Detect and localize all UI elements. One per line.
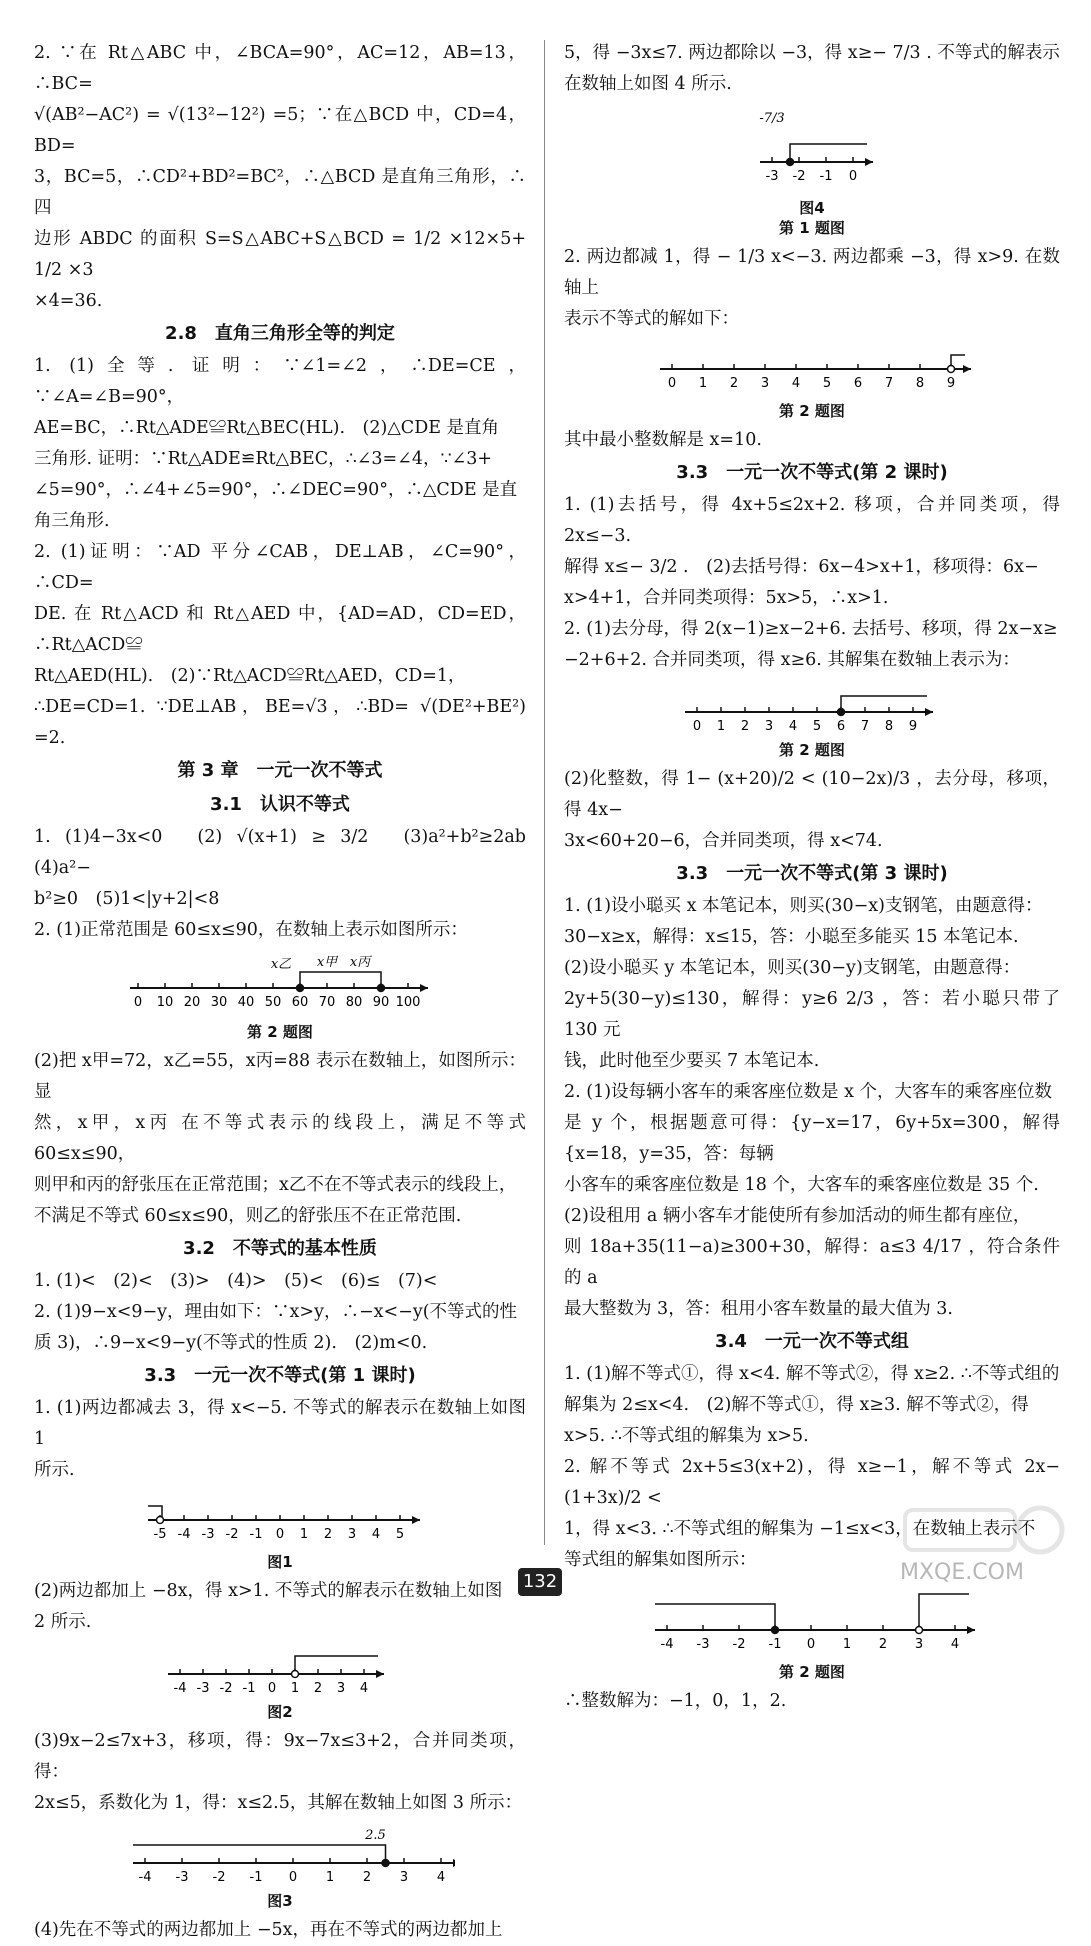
tick-label: 7 <box>884 376 894 391</box>
closed-dot <box>378 985 385 992</box>
tick-label: 2 <box>740 719 750 734</box>
closed-dot <box>838 709 845 716</box>
text-line: 1. (1)< (2)< (3)> (4)> (5)< (6)≤ (7)< <box>34 1271 438 1291</box>
number-line <box>667 678 957 740</box>
tick-label: 5 <box>395 1527 405 1542</box>
number-line-figure <box>34 948 526 1042</box>
text-line: 2. (1)证明：∵AD 平分∠CAB，DE⊥AB，∠C=90°，∴CD= <box>34 542 526 593</box>
text-line: 在数轴上如图 4 所示. <box>564 74 732 94</box>
tick-label: 2 <box>878 1637 888 1652</box>
text-line: 1. (1)解不等式①，得 x<4. 解不等式②，得 x≥2. ∴不等式组的 <box>564 1364 1060 1384</box>
tick-label: -2 <box>792 169 806 184</box>
number-line-figure <box>564 337 1060 421</box>
figure-caption: 第 2 题图 <box>779 1663 845 1681</box>
text-line: 1. (1)4−3x<0 (2) √(x+1) ≥ 3/2 (3)a²+b²≥2ab (4)a²− <box>34 827 544 878</box>
text-line: 小客车的乘客座位数是 18 个，大客车的乘客座位数是 35 个. <box>564 1175 1039 1195</box>
tick-label: -2 <box>219 1681 233 1696</box>
figure-caption: 第 2 题图 <box>247 1023 313 1041</box>
section-heading: 3.3 一元一次不等式(第 2 课时) <box>676 462 948 483</box>
point-label: 2.5 <box>365 1828 386 1843</box>
tick-label: -4 <box>138 1870 152 1885</box>
tick-label: 5 <box>812 719 822 734</box>
solution-ray <box>919 1594 969 1630</box>
tick-label: 4 <box>788 719 798 734</box>
tick-label: -1 <box>249 1870 263 1885</box>
tick-label: 3 <box>399 1870 409 1885</box>
tick-label: -5 <box>153 1527 167 1542</box>
solution-ray <box>841 696 927 712</box>
tick-label: 3 <box>914 1637 924 1652</box>
text-line: ×4=36. <box>34 291 103 311</box>
tick-label: 5 <box>822 376 832 391</box>
section-heading: 2.8 直角三角形全等的判定 <box>165 323 395 344</box>
text-line: (2)设租用 a 辆小客车才能使所有参加活动的师生都有座位， <box>564 1206 1031 1226</box>
tick-label: 9 <box>946 376 956 391</box>
tick-label: -1 <box>249 1527 263 1542</box>
figure-caption: 图2 <box>267 1703 293 1721</box>
tick-label: 3 <box>347 1527 357 1542</box>
arrow-icon <box>420 984 428 992</box>
tick-label: 3 <box>760 376 770 391</box>
tick-label: 4 <box>371 1527 381 1542</box>
text-line: 则 18a+35(11−a)≥300+30，解得：a≤3 4/17 ，符合条件的 a <box>564 1237 1060 1288</box>
text-line: x>4+1，合并同类项得：5x>5，∴x>1. <box>564 588 889 608</box>
text-line: 2 所示. <box>34 1612 92 1632</box>
page-number: 132 <box>518 1568 562 1596</box>
solution-ray <box>133 1845 386 1863</box>
tick-label: 0 <box>267 1681 277 1696</box>
closed-dot <box>772 1627 779 1634</box>
text-line: 1. (1)设小聪买 x 本笔记本，则买(30−x)支钢笔，由题意得： <box>564 896 1043 916</box>
number-line-figure <box>564 102 1060 238</box>
text-line: 3，BC=5，∴CD²+BD²=BC²，∴△BCD 是直角三角形，∴四 <box>34 167 526 218</box>
open-dot <box>157 1517 164 1524</box>
text-line: 解得 x≤− 3/2 . (2)去括号得：6x−4>x+1，移项得：6x− <box>564 557 1039 577</box>
text-line: x>5. ∴不等式组的解集为 x>5. <box>564 1426 809 1446</box>
section-heading: 3.4 一元一次不等式组 <box>715 1331 909 1352</box>
text-line: DE. 在 Rt△ACD 和 Rt△AED 中，{AD=AD，CD=ED，∴Rt△ACD≌ <box>34 604 526 655</box>
tick-label: 7 <box>860 719 870 734</box>
left-column <box>34 38 544 1946</box>
tick-label: 4 <box>436 1870 446 1885</box>
tick-label: 3 <box>764 719 774 734</box>
column-divider <box>544 40 545 1545</box>
section-heading: 3.3 一元一次不等式(第 1 课时) <box>144 1365 416 1386</box>
text-line: 其中最小整数解是 x=10. <box>564 430 762 450</box>
tick-label: 1 <box>325 1870 335 1885</box>
section-heading: 第 3 章 一元一次不等式 <box>177 760 383 781</box>
text-line: −2+6+2. 合并同类项，得 x≥6. 其解集在数轴上表示为： <box>564 650 1020 670</box>
solution-ray <box>655 1604 775 1630</box>
text-line: 所示. <box>34 1460 75 1480</box>
text-line: AE=BC，∴Rt△ADE≌Rt△BEC(HL). (2)△CDE 是直角 <box>34 418 500 438</box>
tick-label: 2 <box>323 1527 333 1542</box>
number-line <box>105 1821 455 1891</box>
watermark-text: MXQE.COM <box>900 1560 1024 1585</box>
tick-label: 1 <box>698 376 708 391</box>
text-line: (2)设小聪买 y 本笔记本，则买(30−y)支钢笔，由题意得： <box>564 958 1021 978</box>
text-line: 2. (1)正常范围是 60≤x≤90，在数轴上表示如图所示： <box>34 920 468 940</box>
text-line: (4)先在不等式的两边都加上 −5x，再在不等式的两边都加上 <box>34 1920 503 1940</box>
tick-label: 1 <box>842 1637 852 1652</box>
text-line: 钱，此时他至少要买 7 本笔记本. <box>564 1051 820 1071</box>
tick-label: 6 <box>836 719 846 734</box>
tick-label: 0 <box>667 376 677 391</box>
tick-label: 8 <box>915 376 925 391</box>
number-line-figure <box>34 1821 526 1911</box>
tick-label: 60 <box>291 995 309 1010</box>
tick-label: 70 <box>318 995 336 1010</box>
tick-label: 0 <box>275 1527 285 1542</box>
text-line: (3)9x−2≤7x+3，移项，得：9x−7x≤3+2，合并同类项，得： <box>34 1731 526 1782</box>
arrow-icon <box>376 1670 384 1678</box>
arrow-icon <box>453 1859 455 1867</box>
figure-caption: 第 2 题图 <box>779 402 845 420</box>
text-line: 则甲和丙的舒张压在正常范围；x乙不在不等式表示的线段上， <box>34 1175 517 1195</box>
section-heading: 3.1 认识不等式 <box>210 794 350 815</box>
figure-subcaption: 第 1 题图 <box>779 219 845 237</box>
tick-label: 6 <box>853 376 863 391</box>
text-line: 解集为 2≤x<4. (2)解不等式①，得 x≥3. 解不等式②，得 <box>564 1395 1029 1415</box>
tick-label: -3 <box>175 1870 189 1885</box>
point-label: -7/3 <box>759 111 785 126</box>
tick-label: 0 <box>133 995 143 1010</box>
text-line: 2x≤5，系数化为 1，得：x≤2.5，其解在数轴上如图 3 所示： <box>34 1793 523 1813</box>
tick-label: -4 <box>660 1637 674 1652</box>
right-column <box>564 38 1060 1717</box>
text-line: 三角形. 证明：∵Rt△ADE≌Rt△BEC，∴∠3=∠4，∵∠3+ <box>34 449 493 469</box>
number-line <box>732 102 892 198</box>
figure-caption: 图1 <box>267 1553 293 1571</box>
tick-label: 2 <box>362 1870 372 1885</box>
text-line: 角三角形. <box>34 511 110 531</box>
text-line: ∠5=90°，∴∠4+∠5=90°，∴∠DEC=90°，∴△CDE 是直 <box>34 480 518 500</box>
solution-bracket <box>300 972 381 988</box>
tick-label: -3 <box>196 1681 210 1696</box>
number-line <box>130 948 430 1022</box>
text-line: (2)两边都加上 −8x，得 x>1. 不等式的解表示在数轴上如图 <box>34 1581 503 1601</box>
tick-label: -2 <box>212 1870 226 1885</box>
text-line: 1. (1)全等. 证明：∵∠1=∠2，∴DE=CE，∵∠A=∠B=90°， <box>34 356 526 407</box>
tick-label: 8 <box>884 719 894 734</box>
arrow-icon <box>925 708 933 716</box>
text-line: 2. 解不等式 2x+5≤3(x+2)，得 x≥−1，解不等式 2x− (1+3x)/2 < <box>564 1457 1060 1508</box>
number-line <box>140 1488 420 1552</box>
tick-label: 0 <box>692 719 702 734</box>
number-line-figure <box>34 1640 526 1722</box>
text-line: 2y+5(30−y)≤130，解得：y≥6 2/3 ，答：若小聪只带了 130 元 <box>564 989 1060 1040</box>
number-line <box>652 337 972 401</box>
text-line: 3x<60+20−6，合并同类项，得 x<74. <box>564 831 883 851</box>
tick-label: -1 <box>242 1681 256 1696</box>
tick-label: -3 <box>201 1527 215 1542</box>
tick-label: 0 <box>288 1870 298 1885</box>
tick-label: 3 <box>336 1681 346 1696</box>
number-line-figure <box>564 1578 1060 1682</box>
section-heading: 3.3 一元一次不等式(第 3 课时) <box>676 863 948 884</box>
text-line: 2. 两边都减 1，得 − 1/3 x<−3. 两边都乘 −3，得 x>9. 在数轴上 <box>564 247 1060 298</box>
text-line: 质 3)，∴9−x<9−y(不等式的性质 2). (2)m<0. <box>34 1333 428 1353</box>
point-label: x甲 <box>316 955 338 970</box>
arrow-icon <box>963 365 971 373</box>
tick-label: 2 <box>729 376 739 391</box>
tick-label: 50 <box>264 995 282 1010</box>
tick-label: 100 <box>395 995 421 1010</box>
figure-caption: 图3 <box>267 1892 293 1910</box>
tick-label: -2 <box>732 1637 746 1652</box>
open-dot <box>948 366 955 373</box>
text-line: 5，得 −3x≤7. 两边都除以 −3，得 x≥− 7/3 . 不等式的解表示 <box>564 43 1060 63</box>
tick-label: 30 <box>210 995 228 1010</box>
closed-dot <box>297 985 304 992</box>
open-dot <box>916 1627 923 1634</box>
tick-label: 1 <box>290 1681 300 1696</box>
tick-label: -3 <box>696 1637 710 1652</box>
text-line: 2. ∵在 Rt△ABC 中，∠BCA=90°，AC=12，AB=13，∴BC= <box>34 43 526 94</box>
text-line: 2. (1)9−x<9−y，理由如下：∵x>y，∴−x<−y(不等式的性 <box>34 1302 518 1322</box>
tick-label: 0 <box>806 1637 816 1652</box>
tick-label: 9 <box>908 719 918 734</box>
text-line: ∴DE=CD=1. ∵DE⊥AB，BE=√3，∴BD= √(DE²+BE²) =2. <box>34 697 526 748</box>
tick-label: -1 <box>768 1637 782 1652</box>
number-line-figure <box>564 678 1060 760</box>
text-line: 30−x≥x，解得：x≤15，答：小聪至多能买 15 本笔记本. <box>564 927 1019 947</box>
tick-label: 2 <box>313 1681 323 1696</box>
number-line <box>150 1640 410 1702</box>
tick-label: 80 <box>345 995 363 1010</box>
text-line: Rt△AED(HL). (2)∵Rt△ACD≌Rt△AED，CD=1， <box>34 666 466 686</box>
tick-label: -1 <box>819 169 833 184</box>
solution-ray <box>790 144 867 162</box>
tick-label: 10 <box>156 995 174 1010</box>
text-line: 不满足不等式 60≤x≤90，则乙的舒张压不在正常范围. <box>34 1206 462 1226</box>
tick-label: 4 <box>950 1637 960 1652</box>
text-line: 1，得 x<3. ∴不等式组的解集为 −1≤x<3，在数轴上表示不 <box>564 1519 1036 1539</box>
text-line: 然，x甲，x丙 在不等式表示的线段上，满足不等式 60≤x≤90， <box>34 1113 526 1164</box>
tick-label: 4 <box>359 1681 369 1696</box>
text-line: b²≥0 (5)1<|y+2|<8 <box>34 889 220 909</box>
tick-label: -2 <box>225 1527 239 1542</box>
text-line: 表示不等式的解如下： <box>564 309 739 329</box>
section-heading: 3.2 不等式的基本性质 <box>183 1238 377 1259</box>
tick-label: 0 <box>848 169 858 184</box>
number-line-figure <box>34 1488 526 1572</box>
text-line: 1. (1)去括号，得 4x+5≤2x+2. 移项，合并同类项，得 2x≤−3. <box>564 495 1060 546</box>
tick-label: -3 <box>765 169 779 184</box>
tick-label: 1 <box>716 719 726 734</box>
text-line: ∴整数解为：−1，0，1，2. <box>564 1691 787 1711</box>
point-label: x乙 <box>270 957 292 972</box>
solution-ray <box>295 1656 378 1674</box>
text-line: (2)把 x甲=72，x乙=55，x丙=88 表示在数轴上，如图所示：显 <box>34 1051 526 1102</box>
arrow-icon <box>865 158 873 166</box>
point-label: x丙 <box>349 955 371 970</box>
arrow-icon <box>412 1516 420 1524</box>
tick-label: 90 <box>372 995 390 1010</box>
tick-label: -4 <box>173 1681 187 1696</box>
text-line: 边形 ABDC 的面积 S=S△ABC+S△BCD = 1/2 ×12×5+ 1/2 ×3 <box>34 229 526 280</box>
closed-dot <box>382 1860 389 1867</box>
figure-caption: 第 2 题图 <box>779 741 845 759</box>
tick-label: 40 <box>237 995 255 1010</box>
tick-label: 1 <box>299 1527 309 1542</box>
number-line <box>637 1578 987 1662</box>
text-line: 2. (1)去分母，得 2(x−1)≥x−2+6. 去括号、移项，得 2x−x≥ <box>564 619 1058 639</box>
tick-label: -4 <box>177 1527 191 1542</box>
text-line: 是 y 个，根据题意可得：{y−x=17，6y+5x=300，解得{x=18，y=35，答：每辆 <box>564 1113 1060 1164</box>
text-line: 等式组的解集如图所示： <box>564 1550 757 1570</box>
open-dot <box>292 1671 299 1678</box>
figure-caption: 图4 <box>799 199 825 217</box>
tick-label: 20 <box>183 995 201 1010</box>
text-line: 1. (1)两边都减去 3，得 x<−5. 不等式的解表示在数轴上如图 1 <box>34 1398 526 1449</box>
text-line: √(AB²−AC²) = √(13²−12²) =5；∵在△BCD 中，CD=4，BD= <box>34 105 526 156</box>
text-line: 2. (1)设每辆小客车的乘客座位数是 x 个，大客车的乘客座位数 <box>564 1082 1053 1102</box>
text-line: 最大整数为 3，答：租用小客车数量的最大值为 3. <box>564 1299 953 1319</box>
text-line: (2)化整数，得 1− (x+20)/2 < (10−2x)/3 ，去分母，移项，得 4x− <box>564 769 1060 820</box>
tick-label: 4 <box>791 376 801 391</box>
closed-dot <box>787 159 794 166</box>
